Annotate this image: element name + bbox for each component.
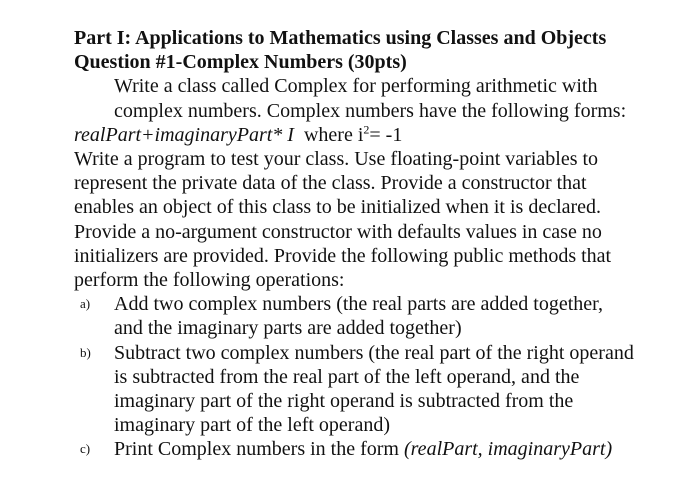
formula-expression: realPart+imaginaryPart* I bbox=[74, 123, 294, 146]
formula-where-prefix: where i bbox=[303, 123, 364, 146]
intro-paragraph: Write a class called Complex for performing arithmetic with complex numbers. Complex numbers have the following forms: bbox=[114, 75, 627, 122]
part-title: Part I: Applications to Mathematics using Classes and Objects bbox=[74, 27, 607, 49]
list-marker: a) bbox=[80, 296, 91, 312]
complex-formula bbox=[74, 123, 634, 147]
operation-add bbox=[74, 292, 634, 340]
question-title: Question #1-Complex Numbers (30pts) bbox=[74, 51, 407, 74]
operation-print bbox=[74, 437, 634, 461]
operations-list bbox=[74, 292, 634, 461]
list-marker: b) bbox=[80, 344, 91, 360]
list-marker: c) bbox=[80, 441, 91, 457]
operation-text: Subtract two complex numbers (the real part of the right operand is subtracted from the real part of the left operand, and the imaginary part of the right operand is subtracted from the imaginary part of the left operand) bbox=[114, 341, 634, 437]
operation-text: Add two complex numbers (the real parts are added together, and the imaginary parts are added together) bbox=[114, 293, 604, 340]
body-paragraph: Write a program to test your class. Use floating-point variables to represent the private data of the class. Provide a constructor that enables an object of this class to be initialized when it is declared. Provide a no-argument constructor with defaults values in case no initializers are provided. Provide the following public methods that perform the following operations: bbox=[74, 148, 612, 292]
operation-subtract bbox=[74, 341, 634, 438]
assignment-document bbox=[74, 26, 634, 462]
operation-text: Print Complex numbers in the form bbox=[114, 438, 404, 461]
formula-superscript: 2 bbox=[363, 122, 370, 137]
formula-where-suffix: = -1 bbox=[369, 123, 403, 146]
operation-format: (realPart, imaginaryPart) bbox=[403, 438, 613, 461]
